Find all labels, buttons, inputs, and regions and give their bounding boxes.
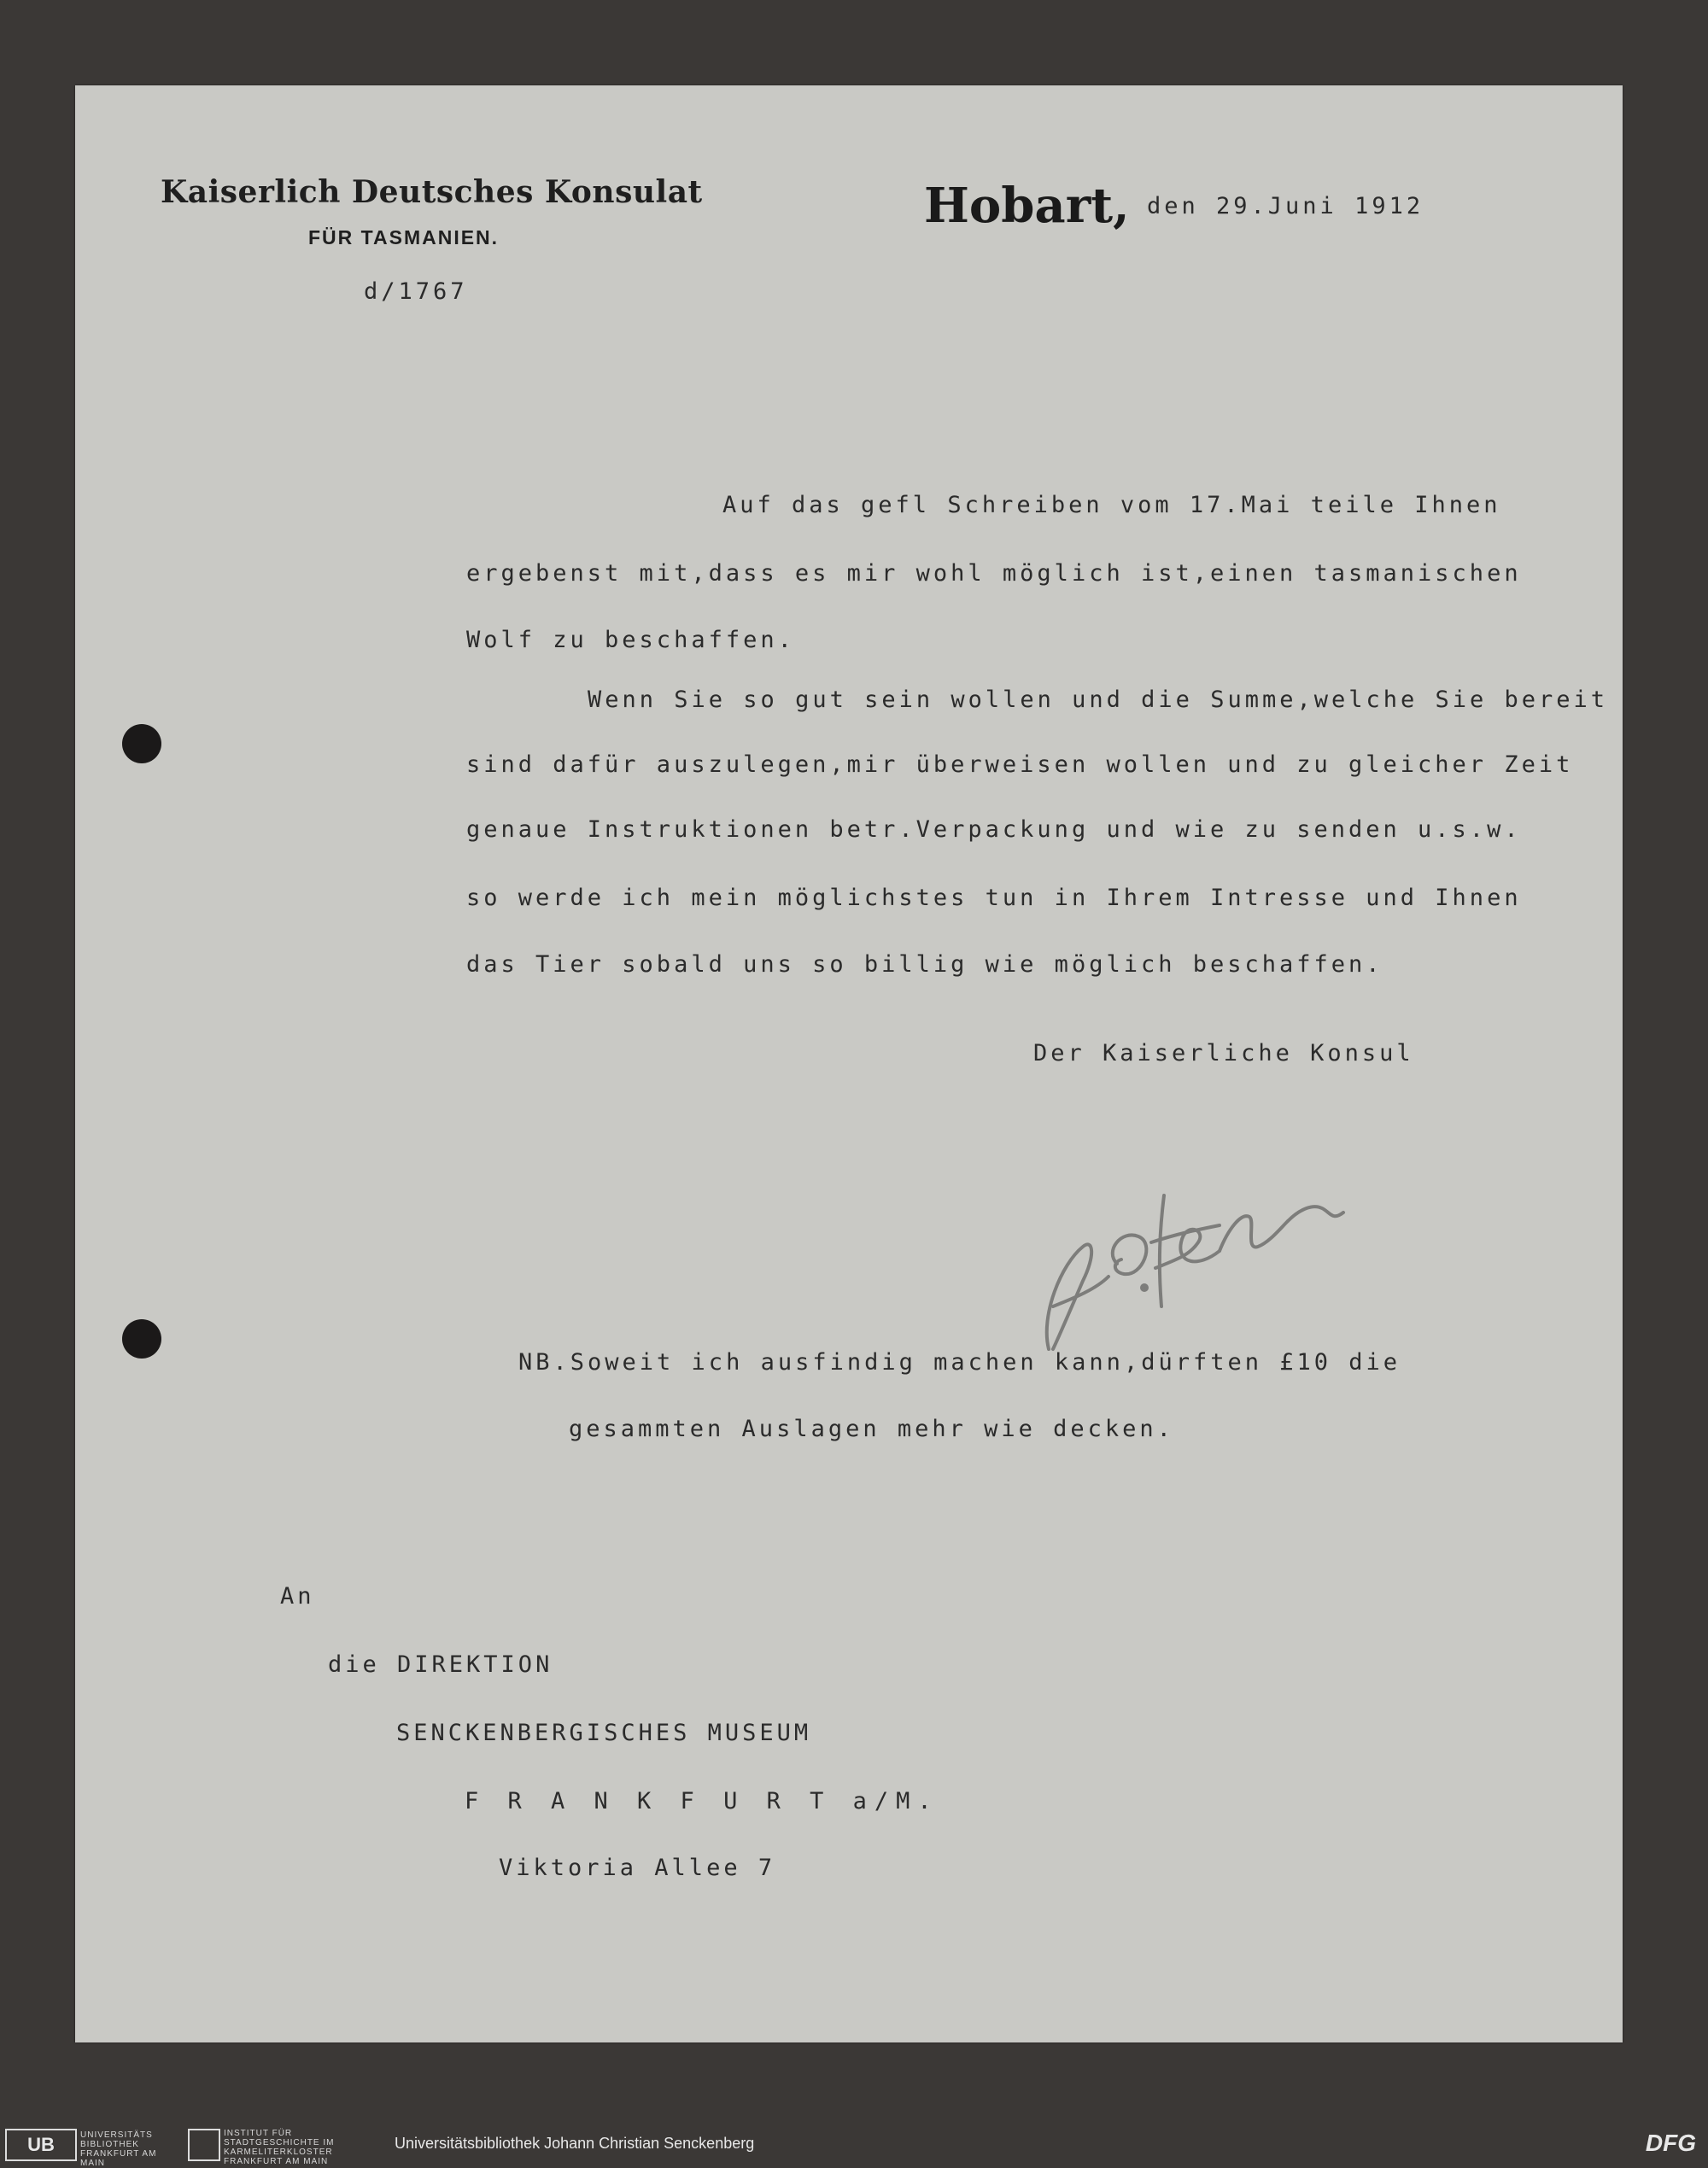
reference-number: d/1767 xyxy=(364,278,468,305)
address-line: An xyxy=(280,1583,315,1610)
body-line: genaue Instruktionen betr.Verpackung und wie zu senden u.s.w. xyxy=(466,816,1522,843)
address-line: SENCKENBERGISCHES MUSEUM xyxy=(396,1720,812,1746)
ub-logo-text: UNIVERSITÄTS BIBLIOTHEK FRANKFURT AM MAIN xyxy=(80,2130,157,2168)
closing-line: Der Kaiserliche Konsul xyxy=(1033,1040,1414,1066)
body-line: Wolf zu beschaffen. xyxy=(466,627,795,653)
dfg-logo: DFG xyxy=(1645,2130,1696,2156)
archive-footer-bar xyxy=(0,2120,1708,2166)
address-line: die DIREKTION xyxy=(328,1651,553,1678)
letter-sheet xyxy=(75,85,1623,2042)
body-line: sind dafür auszulegen,mir überweisen wollen und zu gleicher Zeit xyxy=(466,751,1574,778)
place-name: Hobart, xyxy=(924,178,1130,234)
body-line: ergebenst mit,dass es mir wohl möglich ist,einen tasmanischen xyxy=(466,560,1522,587)
address-line: F R A N K F U R T a/M. xyxy=(465,1788,939,1814)
body-line: Auf das gefl Schreiben vom 17.Mai teile Ihnen xyxy=(722,492,1501,518)
letterhead-title: Kaiserlich Deutsches Konsulat xyxy=(161,174,703,210)
postscript-line: NB.Soweit ich ausfindig machen kann,dürften £10 die xyxy=(518,1349,1401,1376)
letterhead-subtitle: FÜR TASMANIEN. xyxy=(308,226,500,248)
ub-logo: UB xyxy=(5,2129,77,2161)
isg-logo-text: INSTITUT FÜR STADTGESCHICHTE IM KARMELITERKLOSTER FRANKFURT AM MAIN xyxy=(224,2129,335,2166)
body-line: das Tier sobald uns so billig wie möglich beschaffen. xyxy=(466,951,1383,978)
punch-hole-lower xyxy=(122,1319,161,1359)
signature-image xyxy=(1015,1093,1459,1366)
library-name: Universitätsbibliothek Johann Christian Senckenberg xyxy=(395,2135,755,2152)
isg-logo-icon xyxy=(188,2129,220,2161)
body-line: so werde ich mein möglichstes tun in Ihrem Intresse und Ihnen xyxy=(466,885,1522,911)
punch-hole-upper xyxy=(122,724,161,763)
letter-date: den 29.Juni 1912 xyxy=(1147,193,1424,219)
body-line: Wenn Sie so gut sein wollen und die Summe,welche Sie bereit xyxy=(588,687,1609,713)
postscript-line: gesammten Auslagen mehr wie decken. xyxy=(569,1416,1174,1442)
address-line: Viktoria Allee 7 xyxy=(499,1855,776,1881)
